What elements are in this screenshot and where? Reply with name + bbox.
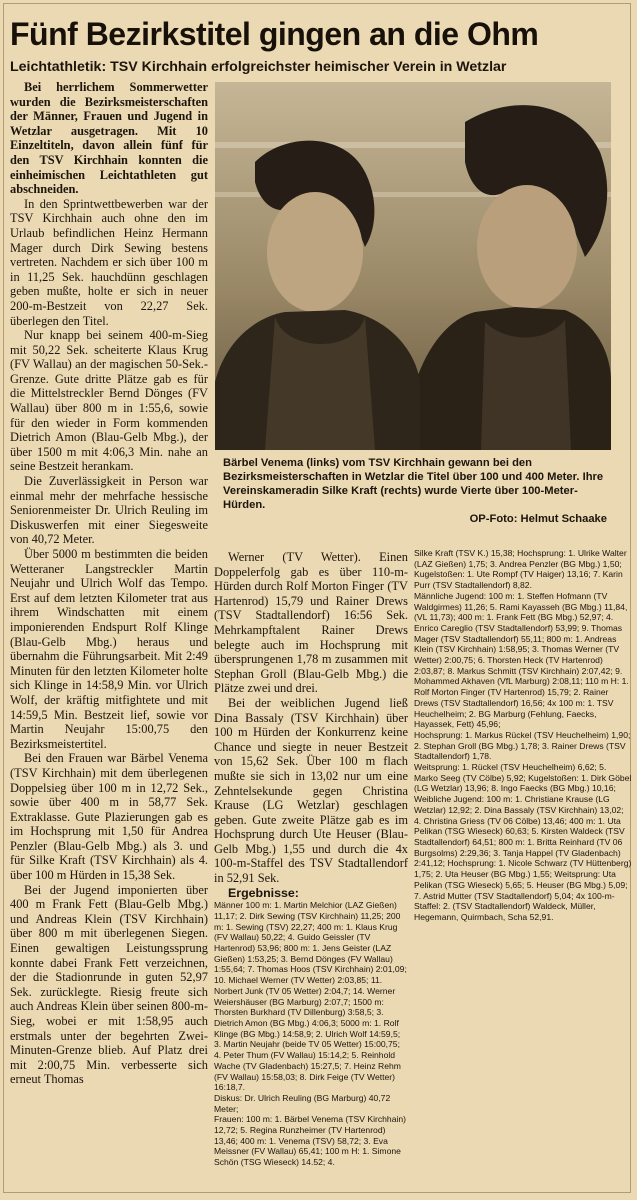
article-paragraph: In den Sprintwettbewerben war der TSV Kirchhain auch ohne den im Urlaub befindlichen Heinz Hermann Mager durch Dirk Sewing bestens vertreten. Nachdem er sich über 100 m in 11,25 Sek. hauchdünn geschlagen geben mußte, holte er sich in neuer 200-m-Bestzeit von 22,27 Sek. überlegen den Titel.	[10, 196, 208, 328]
article-paragraph: Werner (TV Wetter). Einen Doppelerfolg gab es über 110-m-Hürden durch Rolf Morton Finger (TV Hartenrod) 15,79 und Rainer Drews (TSV Stadtallendorf) 16:56 Sek. Mehrkampftalent Rainer Drews belegte auch im Hochsprung mit übersprungenen 1,78 m zusammen mit Stephan Groll (Blau-Gelb Mbg.) die Plätze zwei und drei.	[214, 550, 408, 696]
results-entry: Männer 100 m: 1. Martin Melchior (LAZ Gießen) 11,17; 2. Dirk Sewing (TSV Kirchhain) 11,25; 200 m: 1. Sewing (TSV) 22,27; 400 m: 1. Klaus Krug (FV Wallau) 50,22; 4. Guido Geissler (TV Hartenrod) 53,96; 800 m: 1. Jens Geister (LAZ Gießen) 1:53,25; 3. Bernd Dönges (FV Wallau) 1:55,64; 7. Thomas Hoos (TSV Kirchhain) 2:01,09; 10. Michael Werner (TV Wetter) 2:03,85; 11. Norbert Junk (TV 05 Wetter) 2:04,7; 14. Werner Weiershäuser (BG Marburg) 2:07,7; 1500 m: Thorsten Burkhard (TV Dillenburg) 3:58,5; 3. Dietrich Amon (BG Mbg.) 4:06,3; 5000 m: 1. Rolf Klinge (BG Mbg.) 14:58,9; 2. Ulrich Wolf 14:59,5; 3. Martin Neujahr (beide TV 05 Wetter) 15:00,75; 4. Peter Thum (FV Wallau) 15:14,2; 5. Reinhold Wache (TV Gladenbach) 15:27,5; 7. Heinz Rehm (FV Wallau) 15:58,03; 8. Dirk Feige (TV Wetter) 16:18,7.	[214, 900, 407, 1093]
article-paragraph: Über 5000 m bestimmten die beiden Wetteraner Langstreckler Martin Neujahr und Ulrich Wolf das Tempo. Erst auf dem letzten Kilometer trat aus ihrem Windschatten mit einem imponierenden Endspurt Rolf Klinge (Blau-Gelb Mbg.) heraus und übernahm die Führungsarbeit. Mit 2:49 Minuten für den letzten Kilometer holte sich Klinge in 14:58,9 Min. vor Ulrich Wolf, der kräftig mitfightete und mit 14:59,5 Min. Bestzeit lief, sowie vor Martin Neujahr 15:00,75 den Bezirksmeistertitel.	[10, 547, 208, 751]
results-list	[214, 900, 408, 1168]
subheadline: Leichtathletik: TSV Kirchhain erfolgreichster heimischer Verein in Wetzlar	[10, 59, 507, 75]
results-entry: Weibliche Jugend: 100 m: 1. Christiane Krause (LG Wetzlar) 12,92; 2. Dina Bassaly (TSV Kirchhain) 13,02; 4. Christina Griess (TV 06 Cölbe) 13,46; 400 m: 1. Uta Pelikan (TSG Wieseck) 60,63; 5. Kirsten Waldeck (TSV Stadtallendorf) 64,51; 800 m: 1. Britta Reinhard (TV 06 Burgsolms) 2:29,36; 3. Tanja Happel (TV Gladenbach) 2:41,12; Hochsprung: 1. Nicole Schwarz (TV Hüttenberg) 1,75; 2. Uta Heuser (BG Mbg.) 1,55; Weitsprung: Uta Pelikan (TSG Wieseck) 5,65; 5. Heuser (BG Mbg.) 5,09; 7. Astrid Mutter (TSV Stadtallendorf) 5,04; 4x 100-m-Staffel: 2. (TSV Stadtallendorf) Waldeck, Müller, Hegemann, Quirmbach, Scha 52,91.	[414, 794, 632, 922]
article-paragraph: Bei den Frauen war Bärbel Venema (TSV Kirchhain) mit dem überlegenen Doppelsieg über 100 m in 12,72 Sek., sowie über 400 m in 58,77 Sek. Extraklasse. Gute Plazierungen gab es im Hochsprung mit 1,50 für Andrea Penzler (Blau-Gelb Mbg.) als 3. und für Silke Kraft (TSV Kirchhain) als 4. über 100 m Hürden in 15,38 Sek.	[10, 751, 208, 883]
results-heading: Ergebnisse:	[228, 885, 299, 900]
results-entry: Frauen: 100 m: 1. Bärbel Venema (TSV Kirchhain) 12,72; 5. Regina Runzheimer (TV Hartenrod) 13,46; 400 m: 1. Venema (TSV) 58,72; 3. Eva Meissner (FV Wallau) 65,41; 100 m H: 1. Simone Schön (TSG Wieseck) 14.52; 4.	[214, 1114, 407, 1168]
results-entry: Weitsprung: 1. Rückel (TSV Heuchelheim) 6,62; 5. Marko Seeg (TV Cölbe) 5,92; Kugelstoßen: 1. Dirk Göbel (LG Wetzlar) 13,96; 8. Ingo Faecks (BG Mbg.) 10,16;	[414, 762, 632, 794]
athletes-photo-image	[215, 82, 611, 450]
article-paragraph: Die Zuverlässigkeit in Person war einmal mehr der mehrfache hessische Seniorenmeister Dr. Ulrich Reuling im Diskuswerfen mit einer Siegesweite von 40,72 Meter.	[10, 474, 208, 547]
headline: Fünf Bezirkstitel gingen an die Ohm	[10, 16, 539, 52]
results-entry: Silke Kraft (TSV K.) 15,38; Hochsprung: 1. Ulrike Walter (LAZ Gießen) 1,75; 3. Andrea Penzler (BG Mbg.) 1,50; Kugelstoßen: 1. Ute Rompf (TV Haiger) 13,16; 7. Karin Purr (TSV Stadtallendorf) 8,82.	[414, 548, 627, 591]
photo-credit: OP-Foto: Helmut Schaake	[469, 513, 607, 525]
caption-text: Bärbel Venema (links) vom TSV Kirchhain gewann bei den Bezirksmeisterschaften in Wetzlar die Titel über 100 und 400 Meter. Ihre Vereinskameradin Silke Kraft (rechts) wurde Vierte über 100-Meter-Hürden.	[223, 457, 604, 511]
athletes-photo	[215, 82, 611, 450]
lead-paragraph: Bei herrlichem Sommerwetter wurden die Bezirksmeisterschaften der Männer, Frauen und Jugend in Wetzlar ausgetragen. Mit 10 Einzeltiteln, davon allein fünf für den TSV Kirchhain konnten die einheimischen Leichtathleten gut abschneiden.	[10, 80, 208, 197]
article-paragraph: Nur knapp bei seinem 400-m-Sieg mit 50,22 Sek. scheiterte Klaus Krug (FV Wallau) an der magischen 50-Sek.-Grenze. Gute dritte Plätze gab es für die Mittelstreckler Bernd Dönges (FV Wallau) über 800 m in 1:55,6, sowie für den wieder in Form kommenden Dietrich Amon (Blau-Gelb Mbg.), der über 1500 m mit 4:06,3 Min. nahe an seine Bestzeit herankam.	[10, 328, 208, 474]
article-paragraph: Bei der Jugend imponierten über 400 m Frank Fett (Blau-Gelb Mbg.) und Andreas Klein (TSV Kirchhain) über 800 m mit überlegenen Siegen. Einen gewaltigen Leistungssprung konnte dabei Frank Fett verzeichnen, der die Stadionrunde in guten 52,97 Sek. zurücklegte. Riesig freute sich auch Andreas Klein über seinen 800-m-Sieg, wobei er mit 1:58,95 auch erstmals unter der begehrten Zwei-Minuten-Grenze blieb. Auf Platz drei mit 2:00,75 Min. verbesserte sich erneut Thomas	[10, 882, 208, 1087]
article-column-left	[10, 80, 208, 1175]
results-entry: Hochsprung: 1. Markus Rückel (TSV Heuchelheim) 1,90; 2. Stephan Groll (BG Mbg.) 1,78; 3. Rainer Drews (TSV Stadtallendorf) 1,78.	[414, 729, 631, 762]
article-paragraph: Bei der weiblichen Jugend ließ Dina Bassaly (TSV Kirchhain) über 100 m Hürden der Konkurrenz keine Chance und siegte in neuer Bestzeit von 15,62 Sek. Über 100 m flach mußte sie sich in 13,02 nur um eine Zehntelsekunde gegen Christina Krause (LG Wetzlar) geschlagen geben. Gute zweite Plätze gab es im Hochsprung durch Ute Heuser (Blau-Gelb Mbg.) 1,55 und durch die 4x 100-m-Staffel des TSV Stadtallendorf in 52,91 Sek.	[214, 695, 408, 886]
photo-caption	[223, 456, 607, 526]
results-entry: Männliche Jugend: 100 m: 1. Steffen Hofmann (TV Waldgirmes) 11,26; 5. Rami Kayasseh (BG Mbg.) 11,84, (VL 11,73); 400 m: 1. Frank Fett (BG Mbg.) 52,97; 4. Enrico Careglio (TSV Stadtallendorf) 53,99; 9. Thomas Mager (TSV Stadtallendorf) 55,11; 800 m: 1. Andreas Klein (TSV Kirchhain) 1:58,95; 3. Thomas Werner (TV Wetter) 2:00,75; 6. Thorsten Heck (TV Hartenrod) 2:03,87; 8. Markus Schmitt (TSV Kirchhain) 2:07,42; 9. Mohammed Akhaven (VfL Marburg) 2:08,11; 110 m H: 1. Rolf Morton Finger (TV Hartenrod) 15,79; 2. Rainer Drews (TSV Stadtallendorf) 16,56; 4x 100 m: 1. TSV Heuchelheim; 2. BG Marburg (Fehlung, Faecks, Hayassek, Fett) 45,96;	[414, 590, 629, 730]
results-entry: Diskus: Dr. Ulrich Reuling (BG Marburg) 40,72 Meter;	[214, 1092, 391, 1114]
results-column-right	[414, 548, 632, 1108]
article-column-middle	[214, 550, 408, 1190]
